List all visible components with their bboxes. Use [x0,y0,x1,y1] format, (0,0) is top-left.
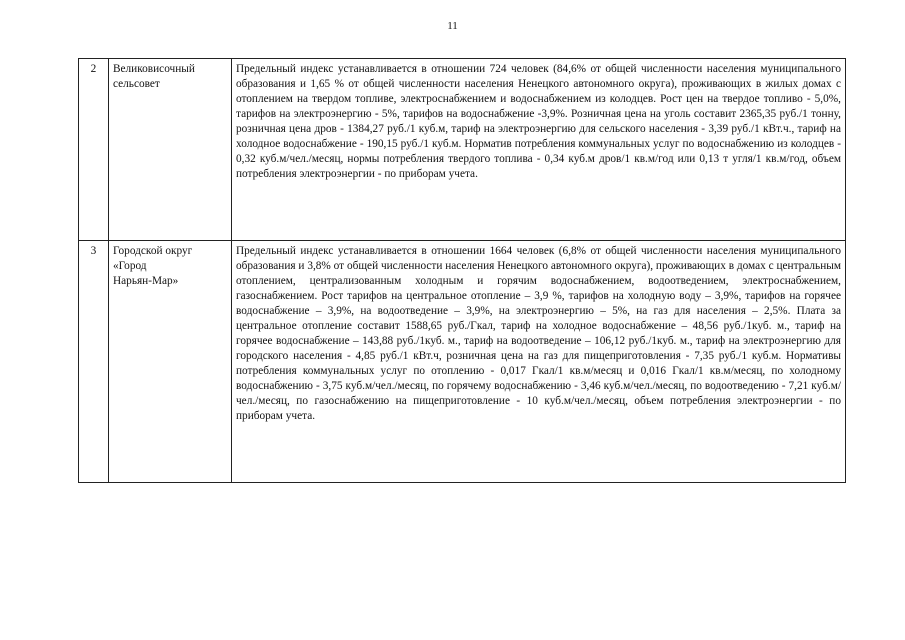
table-row [79,59,846,241]
page-number: 11 [447,20,458,32]
row-number: 2 [79,59,109,241]
municipality-name-line: «Город [113,260,147,272]
municipality-name-line: Городской округ [113,245,193,257]
municipality-name-line: Нарьян-Мар» [113,275,179,287]
row-number: 3 [79,241,109,483]
municipality-name-line: Великовисочный [113,63,195,75]
municipality-name [109,59,232,241]
index-description: Предельный индекс устанавливается в отношении 1664 человек (6,8% от общей численности населения муниципального образования и 3,8% от общей численности населения Ненецкого автономного округа), проживающих в домах с центральным отоплением, централизованным холодным и горячим водоснабжением, водоотведением, электроснабжением, газоснабжением. Рост тарифов на центральное отопление – 3,9 %, тарифов на холодную воду – 3,9%, тарифов на горячее водоснабжение – 3,9%, на водоотведение – 3,9%, на электроэнергию – 5%, на газ для населения – 2,5%. Плата за центральное отопление составит 1588,65 руб./Гкал, тариф на холодное водоснабжение – 48,56 руб./1куб. м., тариф на горячее водоснабжение – 143,88 руб./1куб. м., тариф на водоотведение – 106,12 руб./1куб. м., тариф на электроэнергию для городского населения - 4,85 руб./1 кВт.ч, розничная цена на газ для пищеприготовления - 7,35 руб./1 куб.м. Нормативы потребления коммунальных услуг по отоплению - 0,017 Гкал/1 кв.м/месяц и 0,016 Гкал/1 кв.м/месяц, по холодному водоснабжению - 3,75 куб.м/чел./месяц, по горячему водоснабжению - 3,46 куб.м/чел./месяц, по водоотведению - 7,21 куб.м/чел./месяц, по газоснабжению на пищеприготовление - 10 куб.м/чел./месяц, объем потребления электроэнергии - по приборам учета. [232,241,846,483]
index-description: Предельный индекс устанавливается в отношении 724 человек (84,6% от общей численности населения муниципального образования и 1,65 % от общей численности населения Ненецкого автономного округа), проживающих в жилых домах с отоплением на твердом топливе, электроснабжением и водоснабжением из колодцев. Рост цен на твердое топливо - 5,0%, тарифов на электроэнергию - 5%, тарифов на водоснабжение -3,9%. Розничная цена на уголь составит 2365,35 руб./1 тонну, розничная цена дров - 1384,27 руб./1 куб.м, тариф на электроэнергию для сельского населения - 3,39 руб./1 кВт.ч., тариф на холодное водоснабжение - 190,15 руб./1 куб.м. Норматив потребления коммунальных услуг по водоснабжению из колодцев - 0,32 куб.м/чел./месяц, нормы потребления твердого топлива - 0,34 куб.м дров/1 кв.м/год или 0,13 т угля/1 кв.м/год, объем потребления электроэнергии - по приборам учета. [232,59,846,241]
table-row [79,241,846,483]
municipality-name [109,241,232,483]
tariff-table [78,58,846,483]
municipality-name-line: сельсовет [113,78,160,90]
